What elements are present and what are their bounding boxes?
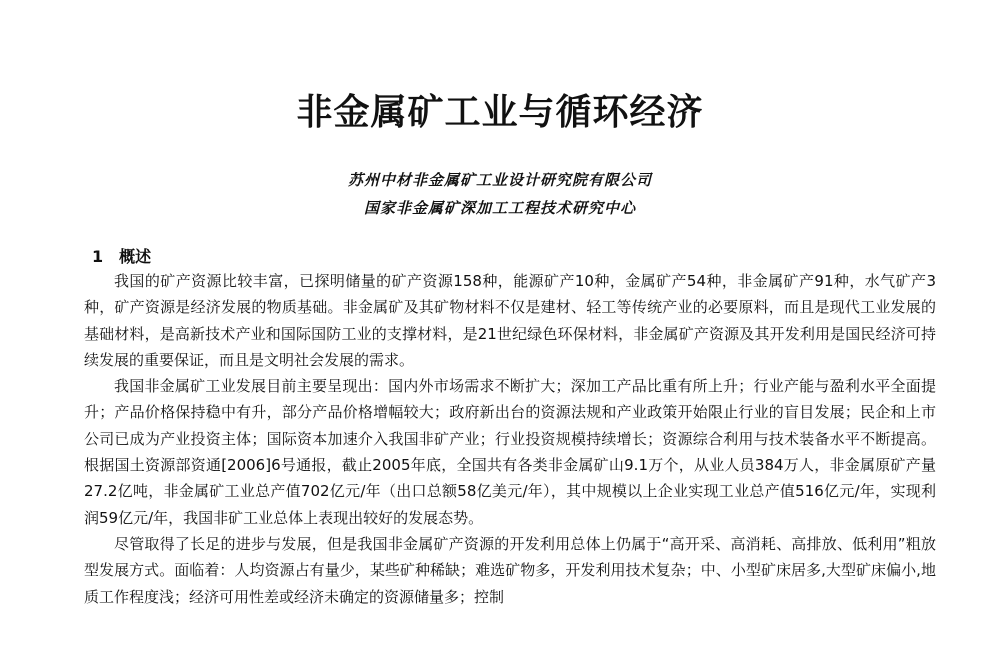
affiliation-line: 国家非金属矿深加工工程技术研究中心 [363,199,636,217]
section-title: 概述 [119,247,152,266]
affiliation-line: 苏州中材非金属矿工业设计研究院有限公司 [347,171,652,189]
section-number: 1 [92,247,104,266]
body-text [84,268,936,610]
paragraph: 尽管取得了长足的进步与发展，但是我国非金属矿产资源的开发利用总体上仍属于“高开采、高消耗、高排放、低利用”粗放型发展方式。面临着：人均资源占有量少，某些矿种稀缺；难选矿物多，开发利用技术复杂；中、小型矿床居多,大型矿床偏小,地质工作程度浅；经济可用性差或经济未确定的资源储量多；控制 [84,534,936,606]
section-heading [92,246,151,268]
page-title: 非金属矿工业与循环经济 [296,92,704,133]
paragraph: 我国非金属矿工业发展目前主要呈现出：国内外市场需求不断扩大；深加工产品比重有所上升；行业产能与盈利水平全面提升；产品价格保持稳中有升，部分产品价格增幅较大；政府新出台的资源法规和产业政策开始限止行业的盲目发展；民企和上市公司已成为产业投资主体；国际资本加速介入我国非矿产业；行业投资规模持续增长；资源综合利用与技术装备水平不断提高。根据国土资源部资通[2006]6号通报，截止2005年底，全国共有各类非金属矿山9.1万个，从业人员384万人，非金属原矿产量27.2亿吨，非金属矿工业总产值702亿元/年（出口总额58亿美元/年），其中规模以上企业实现工业总产值516亿元/年，实现利润59亿元/年，我国非矿工业总体上表现出较好的发展态势。 [84,377,936,527]
paragraph: 我国的矿产资源比较丰富，已探明储量的矿产资源158种，能源矿产10种，金属矿产54种，非金属矿产91种，水气矿产3种，矿产资源是经济发展的物质基础。非金属矿及其矿物材料不仅是建材、轻工等传统产业的必要原料，而且是现代工业发展的基础材料，是高新技术产业和国际国防工业的支撑材料，是21世纪绿色环保材料，非金属矿产资源及其开发利用是国民经济可持续发展的重要保证，而且是文明社会发展的需求。 [84,272,936,369]
